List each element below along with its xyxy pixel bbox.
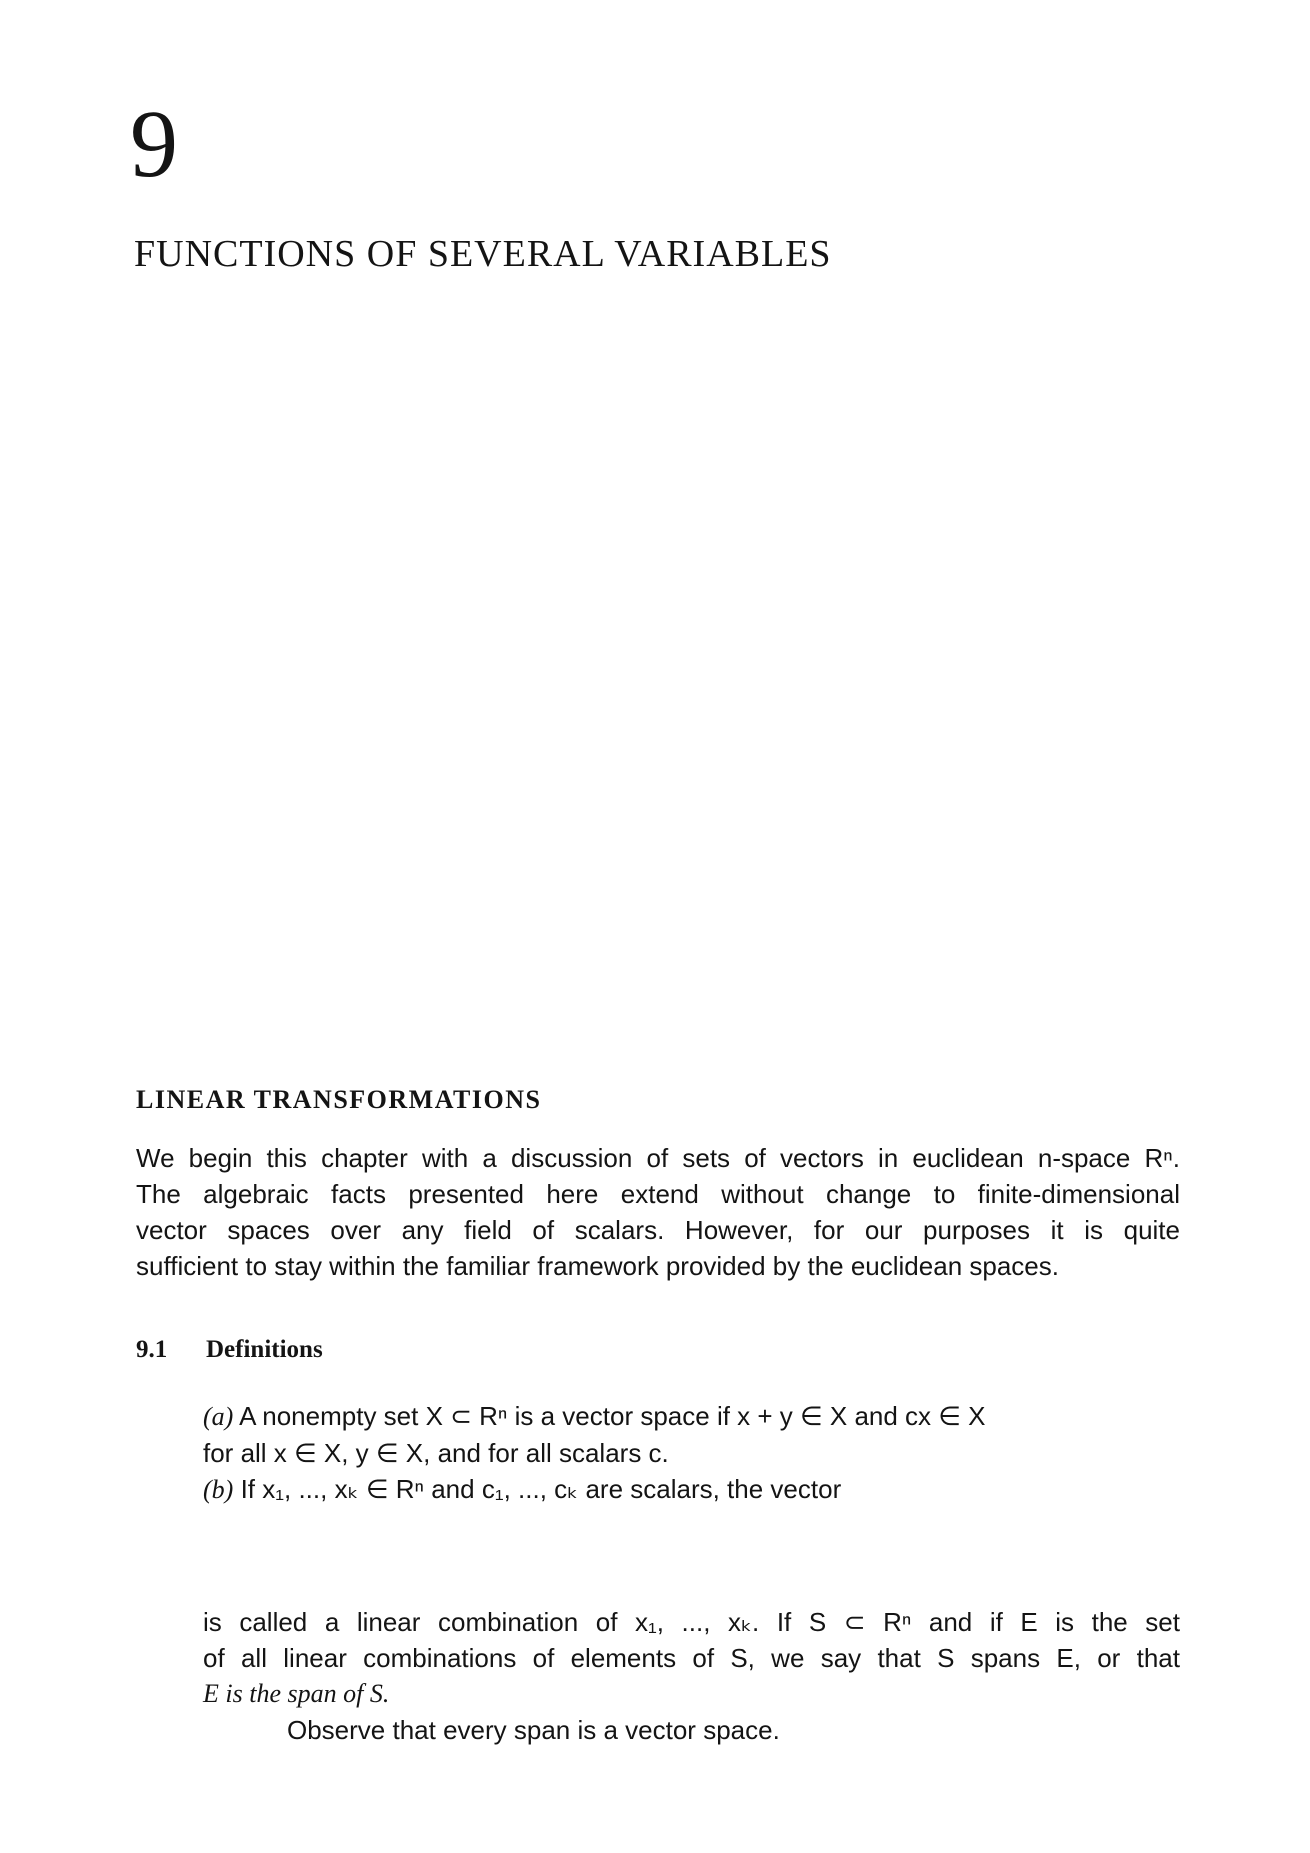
definitions-heading — [136, 1336, 323, 1364]
definition-continuation — [203, 1604, 1180, 1748]
chapter-title: FUNCTIONS OF SEVERAL VARIABLES — [134, 233, 832, 275]
definition-b-line-1 — [203, 1471, 1180, 1508]
continuation-line: E is the span of S. — [203, 1679, 390, 1708]
intro-line: vector spaces over any field of scalars. However, for our purposes it is quite — [136, 1215, 1180, 1245]
observation-line: Observe that every span is a vector space. — [287, 1715, 780, 1745]
item-b-text: If x₁, ..., xₖ ∈ Rⁿ and c₁, ..., cₖ are scalars, the vector — [240, 1474, 842, 1504]
item-a-text: A nonempty set X ⊂ Rⁿ is a vector space if x + y ∈ X and cx ∈ X — [239, 1401, 986, 1431]
intro-line: We begin this chapter with a discussion of sets of vectors in euclidean n-space Rⁿ. — [136, 1143, 1180, 1173]
definition-a-line-1 — [203, 1398, 1180, 1435]
section-heading: LINEAR TRANSFORMATIONS — [136, 1085, 542, 1114]
definitions-number: 9.1 — [136, 1336, 168, 1363]
definitions-body — [203, 1398, 1180, 1508]
definitions-title: Definitions — [206, 1336, 323, 1363]
continuation-line: is called a linear combination of x₁, ..., xₖ. If S ⊂ Rⁿ and if E is the set — [203, 1607, 1180, 1637]
item-a-label: (a) — [203, 1402, 234, 1431]
intro-line: The algebraic facts presented here extend without change to finite-dimensional — [136, 1179, 1180, 1209]
intro-paragraph — [136, 1140, 1180, 1284]
continuation-line: of all linear combinations of elements of S, we say that S spans E, or that — [203, 1643, 1180, 1673]
definition-a-line-2: for all x ∈ X, y ∈ X, and for all scalars c. — [203, 1438, 669, 1468]
chapter-number: 9 — [130, 90, 178, 197]
item-b-label: (b) — [203, 1475, 234, 1504]
intro-line: sufficient to stay within the familiar framework provided by the euclidean spaces. — [136, 1251, 1059, 1281]
